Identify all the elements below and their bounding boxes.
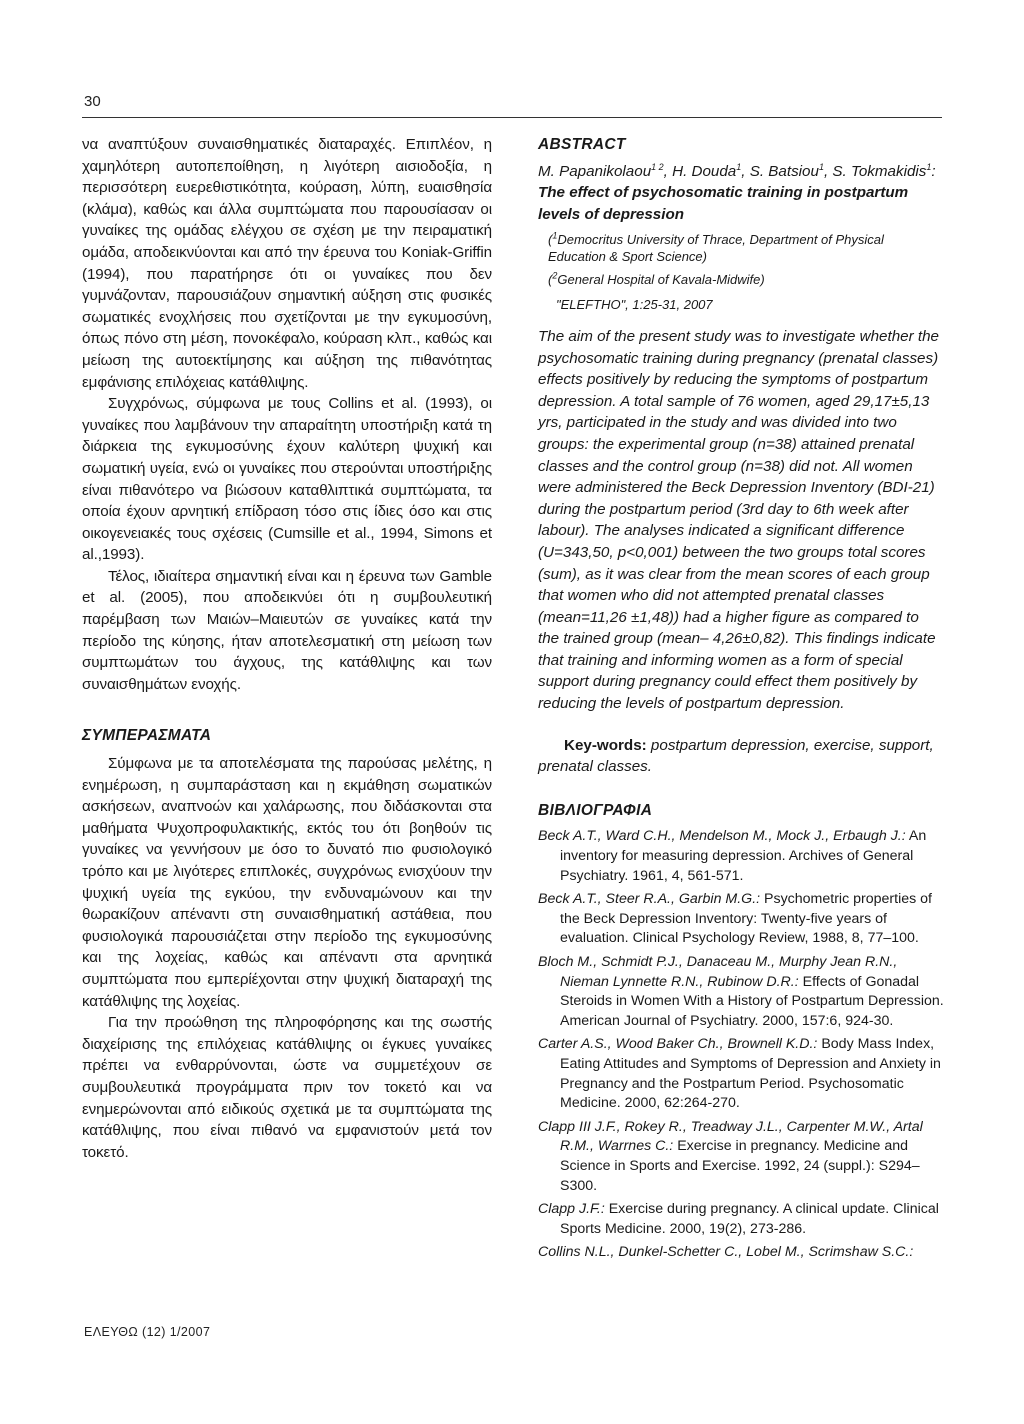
affiliation-sup: 1 xyxy=(552,231,558,242)
reference-item xyxy=(538,1118,944,1196)
affiliation-2: ($^2$General Hospital of Kavala-Midwife) xyxy=(548,271,765,288)
reference-authors: Clapp J.F.: xyxy=(538,1201,605,1218)
author-text: , S. Batsiou xyxy=(741,162,819,180)
body-paragraph: Τέλος, ιδιαίτερα σημαντική είναι και η έρευνα των Gamble et al. (2005), που αποδεικνύει ότι η συμβουλευτική παρέμβαση των Μαιών–Μαιευτών σε γυναίκες κατά την περίοδο της κύησης, ήταν αποτελεσματική στη μείωση των συμπτωμάτων του άγχους, της κατάθλιψης και των συναισθημάτων ενοχής. xyxy=(82,567,492,693)
abstract-authors-and-title xyxy=(538,161,944,226)
reference-text: Effects of Gonadal Steroids in Women With a History of Postpartum Depression. American Journal of Psychiatry. 2000, 157:6, 924-30. xyxy=(560,973,944,1029)
body-paragraph: Σύμφωνα με τα αποτελέσματα της παρούσας μελέτης, η ενημέρωση, η συμπαράσταση και η εκμάθηση σωματικών ασκήσεων, αναπνοών και χαλάρωσης, που διδάσκονται στα μαθήματα Ψυχοπροφυλακτικής, εκτός του ότι βοηθούν τις γυναίκες να γεννήσουν με όσο το δυνατό πιο φυσιολογικό τρόπο και με λιγότερες επιπλοκές, συγχρόνως ενισχύουν την ψυχική υγεία της εγκύου, την ενδυναμώνουν και την θωρακίζουν απέναντι στη συναισθηματική αστάθεια, που φυσιολογικά παρουσιάζεται στην περίοδο της εγκυμοσύνης και της λοχείας, καθώς και απέναντι στα αρνητικά συμπτώματα που εμπερίέχονται στην ψυχική διαταραχή της κατάθλιψης της λοχείας. xyxy=(82,755,492,1010)
right-column xyxy=(538,134,944,1267)
reference-text: Body Mass Index, Eating Attitudes and Symptoms of Depression and Anxiety in Pregnancy and the Postpartum Period. Psychosomatic Medicine. 2000, 62:264-270. xyxy=(560,1036,941,1112)
abstract-heading: ABSTRACT xyxy=(538,136,626,153)
author-text: : xyxy=(931,162,936,180)
affiliation-1: ($^1$Democritus University of Thrace, Department of Physical Education & Sport Science) xyxy=(548,231,884,265)
page-number: 30 xyxy=(84,93,101,110)
reference-authors: Beck A.T., Ward C.H., Mendelson M., Mock J., Erbaugh J.: xyxy=(538,828,906,845)
author-text: , S. Tokmakidis xyxy=(823,162,927,180)
reference-authors: Collins N.L., Dunkel-Schetter C., Lobel M., Scrimshaw S.C.: xyxy=(538,1244,914,1261)
reference-item xyxy=(538,1243,944,1263)
reference-text: Exercise during pregnancy. A clinical update. Clinical Sports Medicine. 2000, 19(2), 273-286. xyxy=(560,1201,939,1237)
header-divider xyxy=(82,117,942,118)
references-heading: ΒΙΒΛΙΟΓΡΑΦΙΑ xyxy=(538,801,653,819)
reference-item xyxy=(538,1035,944,1113)
references-list xyxy=(538,827,944,1262)
affiliation-sup: 2 xyxy=(552,271,558,282)
reference-authors: Bloch M., Schmidt P.J., Danaceau M., Murphy Jean R.N., Nieman Lynnette R.N., Rubinow D.R.: xyxy=(538,954,898,990)
author-sup: 1 xyxy=(736,161,742,172)
reference-item xyxy=(538,1200,944,1239)
reference-text: Psychometric properties of the Beck Depression Inventory: Twenty-five years of evaluation. Clinical Psychology Review, 1988, 8, 77–100. xyxy=(560,891,932,947)
body-paragraph: Για την προώθηση της πληροφόρησης και της σωστής διαχείρισης της επιλόχειας κατάθλιψης οι έγκυες γυναίκες πρέπει να ενθαρρύνονται, ώστε να συμμετέχουν σε συμβουλευτικά προγράμματα πριν τον τοκετό και να ενημερώνονται από ειδικούς σχετικά με τα συμπτώματα της κατάθλιψης, που είναι πιθανό να εμφανιστούν μετά τον τοκετό. xyxy=(82,1014,492,1161)
reference-item xyxy=(538,953,944,1031)
journal-citation: "ELEFTHO", 1:25-31, 2007 xyxy=(556,297,713,313)
affiliation-text: General Hospital of Kavala-Midwife) xyxy=(557,272,765,288)
author-sup: 1 2 xyxy=(651,161,664,172)
author-text: M. Papanikolaou xyxy=(538,162,652,180)
abstract-body: The aim of the present study was to investigate whether the psychosomatic training during pregnancy (prenatal classes) effects positively by reducing the symptoms of postpartum depression. A total sample of 76 women, aged 29,17±5,13 yrs, participated in the study and was divided into two groups: the experimental group (n=38) attained prenatal classes and the control group (n=38) did not. All women were administered the Beck Depression Inventory (BDI-21) during the postpartum period (3rd day to 6th week after labour). The analyses indicated a significant difference (U=343,50, p<0,001) between the two groups total scores (sum), as it was clear from the mean scores of each group that women who did not attempted prenatal classes (mean=11,26 ±1,48)) had a higher figure as compared to the trained group (mean– 4,26±0,82). This findings indicate that training and informing women as a form of special support during pregnancy could effect them positively by reducing the levels of postpartum depression. xyxy=(538,327,940,713)
keywords-label: Key-words: xyxy=(564,736,647,754)
author-sup: 1 xyxy=(818,161,824,172)
left-column xyxy=(82,134,492,1163)
conclusions-heading: ΣΥΜΠΕΡΑΣΜΑΤΑ xyxy=(82,727,212,745)
reference-item xyxy=(538,827,944,886)
reference-authors: Beck A.T., Steer R.A., Garbin M.G.: xyxy=(538,891,761,908)
abstract-title: The effect of psychosomatic training in postpartum levels of depression xyxy=(538,184,909,223)
keywords-text: postpartum depression, exercise, support, prenatal classes. xyxy=(538,736,934,776)
author-sup: 1 xyxy=(926,161,932,172)
keywords xyxy=(538,735,944,778)
reference-authors: Clapp III J.F., Rokey R., Treadway J.L., Carpenter M.W., Artal R.M., Warrnes C.: xyxy=(538,1118,923,1155)
journal-footer: ΕΛΕΥΘΩ (12) 1/2007 xyxy=(84,1325,211,1339)
body-paragraph: να αναπτύξουν συναισθηματικές διαταραχές. Επιπλέον, η χαμηλότερη αυτοπεποίθηση, η λιγότερη αισιοδοξία, η περισσότερη ευερεθιστικότητα, κούραση, λύπη, ευαισθησία (κλάμα), καθώς και άλλα συμπτώματα που παρουσίασαν οι γυναίκες της ομάδας ελέγχου σε σχέση με την πειραματική ομάδα, αποδεικνύονται και από την έρευνα του Koniak-Griffin (1994), που παρατήρησε ότι οι γυναίκες που δεν γυμνάζονταν, παρουσιάζουν σημαντική αύξηση στις φυσικές σωματικές ενοχλήσεις που σχετίζονται με την εγκυμοσύνη, όπως πόνο στη μέση, πονοκέφαλο, κούραση κλπ., καθώς και μείωση της αυτοεκτίμησης και αύξηση της πιθανότητας εμφάνισης επιλόχειας κατάθλιψης. xyxy=(82,136,492,391)
body-paragraph: Συγχρόνως, σύμφωνα με τους Collins et al. (1993), οι γυναίκες που λαμβάνουν την απαραίτητη υποστήριξη κατά τη διάρκεια της εγκυμοσύνης έχουν καλύτερη ψυχική και σωματική υγεία, ενώ οι γυναίκες που στερούνται υποστήριξης είναι πιθανότερο να βιώσουν καταθλιπτικά συμπτώματα, τα οποία έχουν αρνητική επίδραση τόσο στις ίδιες όσο και στις οικογενειακές τους σχέσεις (Cumsille et al., 1994, Simons et al.,1993). xyxy=(82,395,492,564)
reference-text: Exercise in pregnancy. Medicine and Science in Sports and Exercise. 1992, 24 (suppl.): S294–S300. xyxy=(560,1138,920,1194)
affiliation-text: Democritus University of Thrace, Department of Physical Education & Sport Science) xyxy=(548,232,884,265)
reference-text: An inventory for measuring depression. Archives of General Psychiatry. 1961, 4, 561-571. xyxy=(560,828,927,884)
author-text: , H. Douda xyxy=(663,162,737,180)
reference-item xyxy=(538,890,944,949)
reference-authors: Carter A.S., Wood Baker Ch., Brownell K.D.: xyxy=(538,1036,818,1053)
